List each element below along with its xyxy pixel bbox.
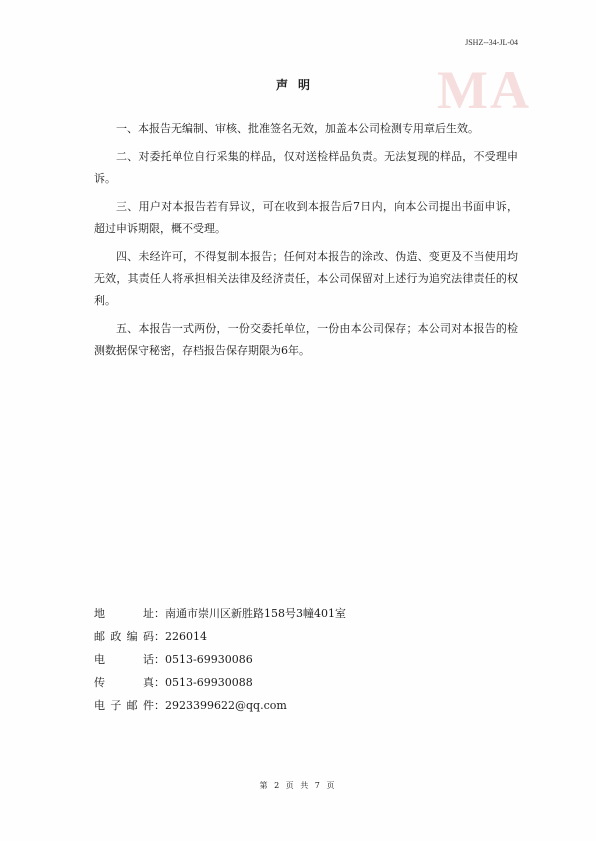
contact-info <box>94 602 346 717</box>
fax-label: 传 真 <box>94 676 154 689</box>
declaration-item-5: 五、本报告一式两份，一份交委托单位，一份由本公司保存；本公司对本报告的检测数据保守秘密，存档报告保存期限为6年。 <box>94 322 518 357</box>
phone-label: 电 话 <box>94 653 154 666</box>
declaration-item-1: 一、本报告无编制、审核、批准签名无效，加盖本公司检测专用章后生效。 <box>116 122 479 135</box>
ma-stamp-watermark: MA <box>437 60 531 120</box>
postcode-row: 邮政编码 ： 226014 <box>94 625 346 648</box>
phone-row: 电 话 ： 0513-69930086 <box>94 648 346 671</box>
page-title: 声明 <box>275 78 320 92</box>
address-label: 地 址 <box>94 607 154 620</box>
email-label: 电子邮件 <box>94 699 154 712</box>
fax-row: 传 真 ： 0513-69930088 <box>94 671 346 694</box>
postcode-value: 226014 <box>165 630 207 643</box>
address-value: 南通市崇川区新胜路158号3幢401室 <box>165 607 346 620</box>
email-value[interactable]: 2923399622@qq.com <box>165 699 287 712</box>
declaration-item-2: 二、对委托单位自行采集的样品，仅对送检样品负责。无法复现的样品，不受理申诉。 <box>94 150 518 185</box>
declaration-item-3: 三、用户对本报告若有异议，可在收到本报告后7日内，向本公司提出书面申诉，超过申诉期限，概不受理。 <box>94 200 518 235</box>
address-row: 地 址 ： 南通市崇川区新胜路158号3幢401室 <box>94 602 346 625</box>
postcode-label: 邮政编码 <box>94 630 154 643</box>
document-code: JSHZ--34-JL-04 <box>465 38 518 47</box>
declaration-body <box>94 118 518 368</box>
email-row: 电子邮件 ： 2923399622@qq.com <box>94 694 346 717</box>
page-number: 第 2 页 共 7 页 <box>259 781 337 790</box>
fax-value: 0513-69930088 <box>165 676 253 689</box>
declaration-item-4: 四、未经许可，不得复制本报告；任何对本报告的涂改、伪造、变更及不当使用均无效，其责任人将承担相关法律及经济责任，本公司保留对上述行为追究法律责任的权利。 <box>94 250 518 307</box>
phone-value: 0513-69930086 <box>165 653 253 666</box>
